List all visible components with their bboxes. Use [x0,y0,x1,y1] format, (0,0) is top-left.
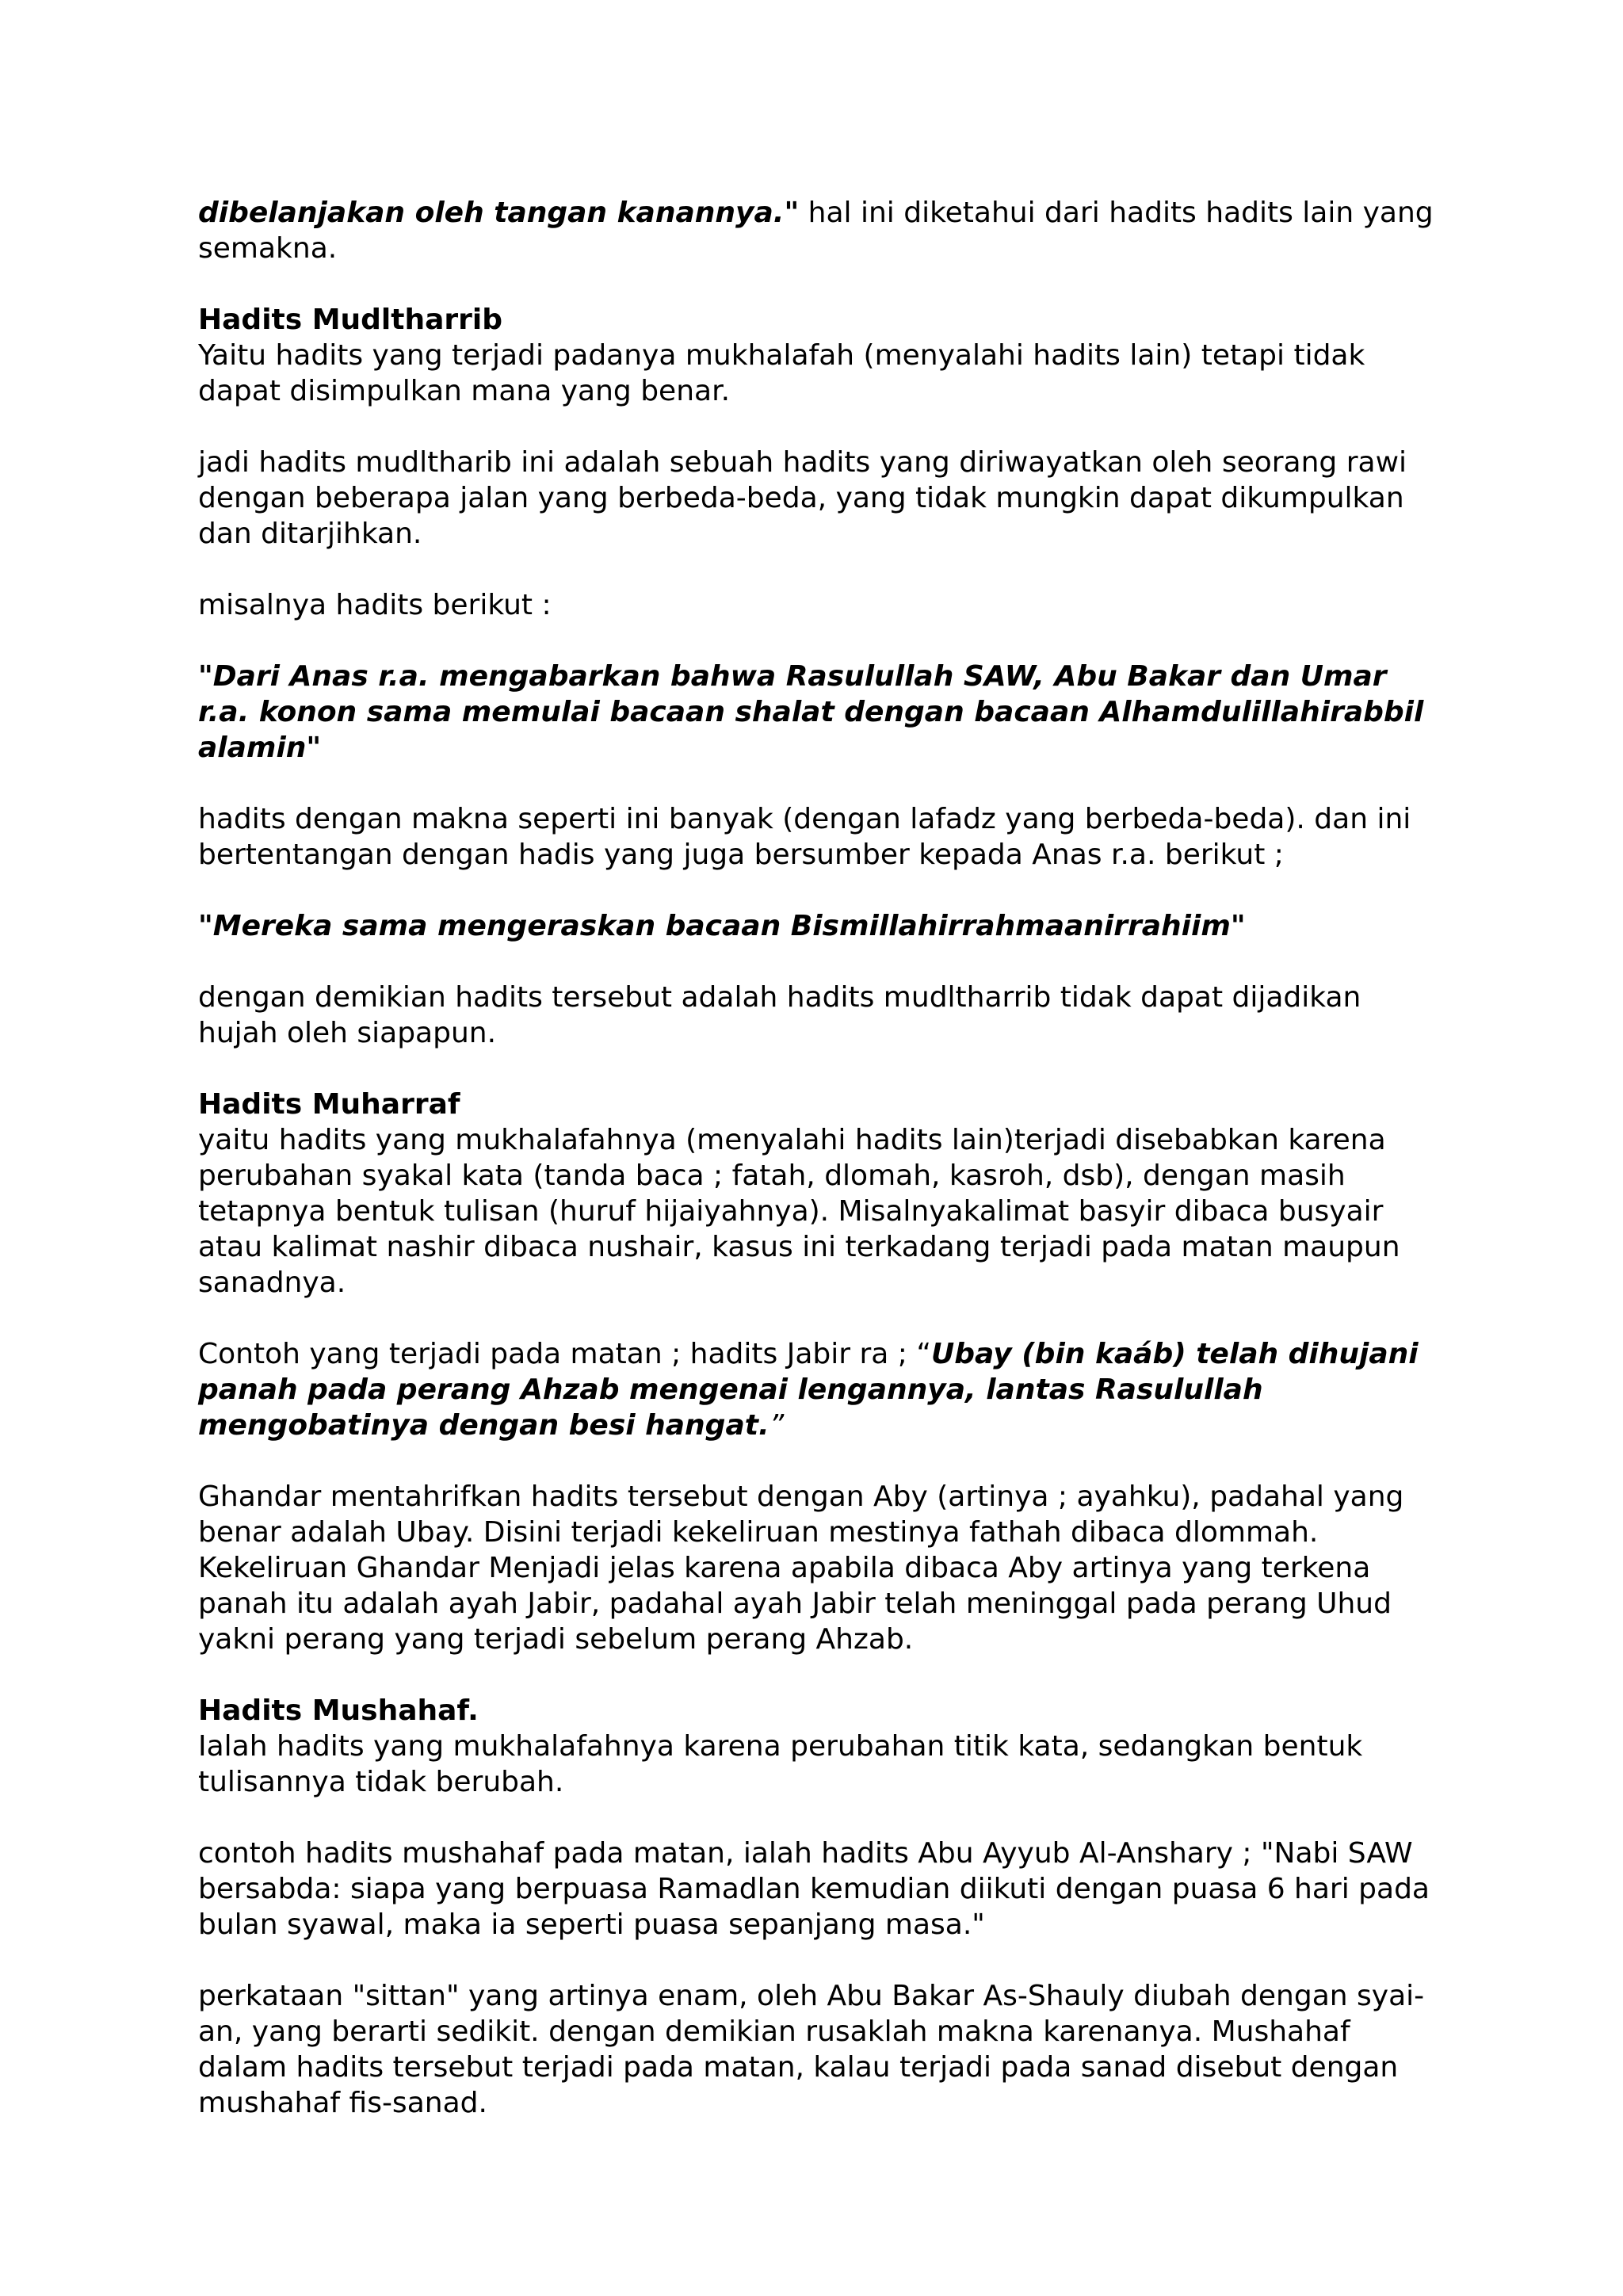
paragraph-example: contoh hadits mushahaf pada matan, ialah hadits Abu Ayyub Al-Anshary ; "Nabi SAW bersabda: siapa yang berpuasa Ramadlan kemudian diikuti dengan puasa 6 hari pada bulan syawal, maka ia seperti puasa sepanjang masa." [198,1837,1430,1941]
emphasized-quote-end: dibelanjakan oleh tangan kanannya." [198,197,800,229]
section-definition: Yaitu hadits yang terjadi padanya mukhalafah (menyalahi hadits lain) tetapi tidak dapat disimpulkan mana yang benar. [198,339,1365,407]
paragraph-explanation: jadi hadits mudltharib ini adalah sebuah hadits yang diriwayatkan oleh seorang rawi dengan beberapa jalan yang berbeda-beda, yang tidak mungkin dapat dikumpulkan dan ditarjihkan. [198,446,1407,550]
section-definition: yaitu hadits yang mukhalafahnya (menyalahi hadits lain)terjadi disebabkan karena perubahan syakal kata (tanda baca ; fatah, dlomah, kasroh, dsb), dengan masih tetapnya bentuk tulisan (huruf hijaiyahnya). Misalnyakalimat basyir dibaca busyair atau kalimat nashir dibaca nushair, kasus ini terkadang terjadi pada matan maupun sanadnya. [198,1124,1400,1299]
hadith-quote: Ubay (bin kaáb) telah dihujani panah pada perang Ahzab mengenai lengannya, lantas Rasulullah mengobatinya dengan besi hangat. [198,1338,1419,1442]
section-mushahaf [198,1693,1434,1800]
section-mudltharrib [198,302,1434,409]
paragraph-conclusion: dengan demikian hadits tersebut adalah hadits mudltharrib tidak dapat dijadikan hujah oleh siapapun. [198,981,1361,1049]
section-muharraf [198,1087,1434,1301]
paragraph-intro [198,195,1434,266]
section-heading: Hadits Mudltharrib [198,304,503,336]
section-heading: Hadits Mushahaf. [198,1694,479,1727]
document-page [198,195,1434,2157]
paragraph-contrast: hadits dengan makna seperti ini banyak (dengan lafadz yang berbeda-beda). dan ini bertentangan dengan hadis yang juga bersumber kepada Anas r.a. berikut ; [198,803,1411,871]
quote-close: ” [769,1409,785,1442]
paragraph-text: hal ini diketahui dari hadits hadits lain yang semakna. [198,197,1434,265]
example-lead: Contoh yang terjadi pada matan ; hadits Jabir ra ; “ [198,1338,932,1370]
section-heading: Hadits Muharraf [198,1088,460,1121]
hadith-quote: "Dari Anas r.a. mengabarkan bahwa Rasulullah SAW, Abu Bakar dan Umar r.a. konon sama memulai bacaan shalat dengan bacaan Alhamdulillahirabbil alamin" [198,660,1424,764]
paragraph-explanation: Ghandar mentahrifkan hadits tersebut dengan Aby (artinya ; ayahku), padahal yang benar adalah Ubay. Disini terjadi kekeliruan mestinya fathah dibaca dlommah. Kekeliruan Ghandar Menjadi jelas karena apabila dibaca Aby artinya yang terkena panah itu adalah ayah Jabir, padahal ayah Jabir telah meninggal pada perang Uhud yakni perang yang terjadi sebelum perang Ahzab. [198,1480,1404,1656]
paragraph-explanation: perkataan "sittan" yang artinya enam, oleh Abu Bakar As-Shauly diubah dengan syai-an, yang berarti sedikit. dengan demikian rusaklah makna karenanya. Mushahaf dalam hadits tersebut terjadi pada matan, kalau terjadi pada sanad disebut dengan mushahaf fis-sanad. [198,1980,1425,2119]
paragraph-example [198,1336,1434,1443]
hadith-quote: "Mereka sama mengeraskan bacaan Bismillahirrahmaanirrahiim" [198,910,1246,942]
paragraph-example-intro: misalnya hadits berikut : [198,589,552,621]
section-definition: Ialah hadits yang mukhalafahnya karena perubahan titik kata, sedangkan bentuk tulisannya tidak berubah. [198,1730,1363,1798]
